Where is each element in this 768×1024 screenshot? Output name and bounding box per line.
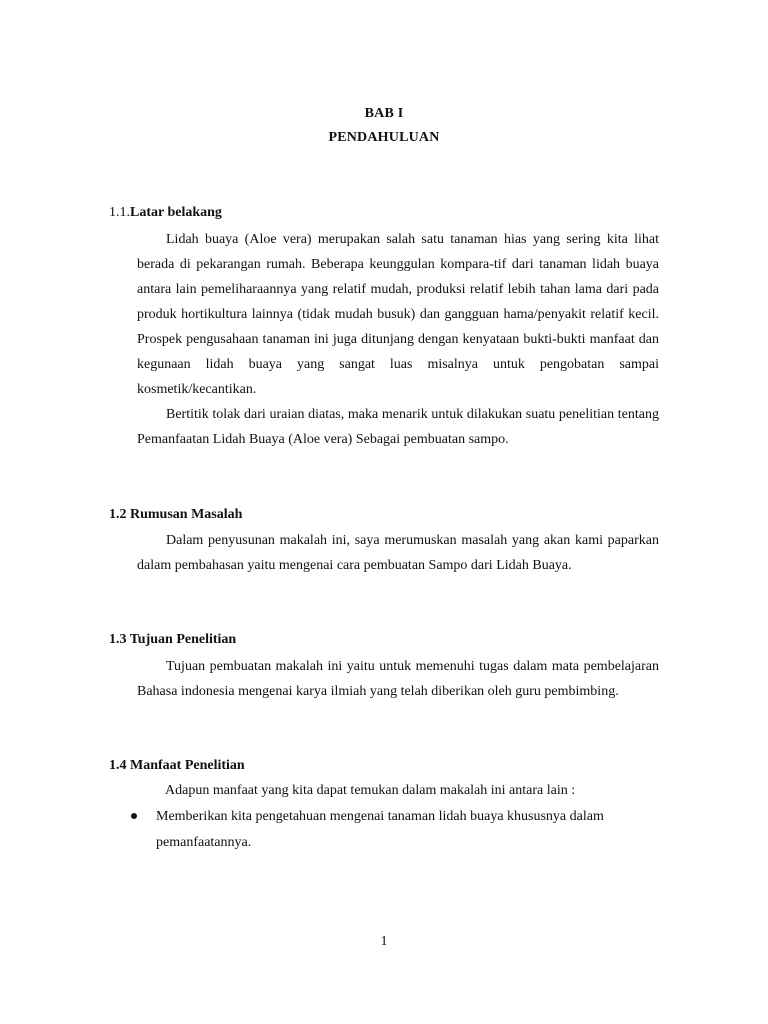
section-heading-manfaat-penelitian [109, 758, 245, 774]
section-heading-rumusan-masalah [109, 507, 242, 523]
section-number: 1.4 [109, 758, 127, 773]
bullet-text: Memberikan kita pengetahuan mengenai tanaman lidah buaya khususnya dalam pemanfaatannya. [156, 809, 604, 850]
chapter-label: BAB I [364, 106, 404, 121]
page-number: 1 [380, 934, 388, 949]
section-title: Manfaat Penelitian [130, 758, 245, 773]
paragraph-rumusan-masalah: Dalam penyusunan makalah ini, saya merumuskan masalah yang akan kami paparkan dalam pembahasan yaitu mengenai cara pembuatan Sampo dari Lidah Buaya. [137, 533, 659, 573]
chapter-title: PENDAHULUAN [328, 130, 440, 145]
paragraph-latar-belakang-1: Lidah buaya (Aloe vera) merupakan salah satu tanaman hias yang sering kita lihat berada di pekarangan rumah. Beberapa keunggulan kompara-tif dari tanaman lidah buaya antara lain pemeliharaannya yang relatif mudah, produksi relatif lebih tahan lama dari pada produk hortikultura lainnya (tidak mudah busuk) dan gangguan hama/penyakit relatif kecil. Prospek pengusahaan tanaman ini juga ditunjang dengan kenyataan bukti-bukti manfaat dan kegunaan lidah buaya yang sangat luas misalnya untuk pengobatan sampai kosmetik/kecantikan. [137, 232, 659, 397]
paragraph-tujuan-penelitian: Tujuan pembuatan makalah ini yaitu untuk memenuhi tugas dalam mata pembelajaran Bahasa indonesia mengenai karya ilmiah yang telah diberikan oleh guru pembimbing. [137, 659, 659, 699]
bullet-dot-icon [131, 813, 137, 819]
paragraph-latar-belakang-2: Bertitik tolak dari uraian diatas, maka menarik untuk dilakukan suatu penelitian tentang Pemanfaatan Lidah Buaya (Aloe vera) Sebagai pembuatan sampo. [137, 407, 659, 447]
section-heading-tujuan-penelitian [109, 632, 236, 648]
section-title: Tujuan Penelitian [129, 632, 237, 647]
section-number: 1.2 [109, 507, 127, 522]
section-title: Latar belakang [130, 205, 222, 220]
section-number: 1.1. [109, 205, 130, 220]
manfaat-intro: Adapun manfaat yang kita dapat temukan dalam makalah ini antara lain : [165, 783, 576, 798]
section-heading-latar-belakang [109, 205, 222, 221]
section-number: 1.3 [109, 632, 127, 647]
section-title: Rumusan Masalah [130, 507, 243, 522]
